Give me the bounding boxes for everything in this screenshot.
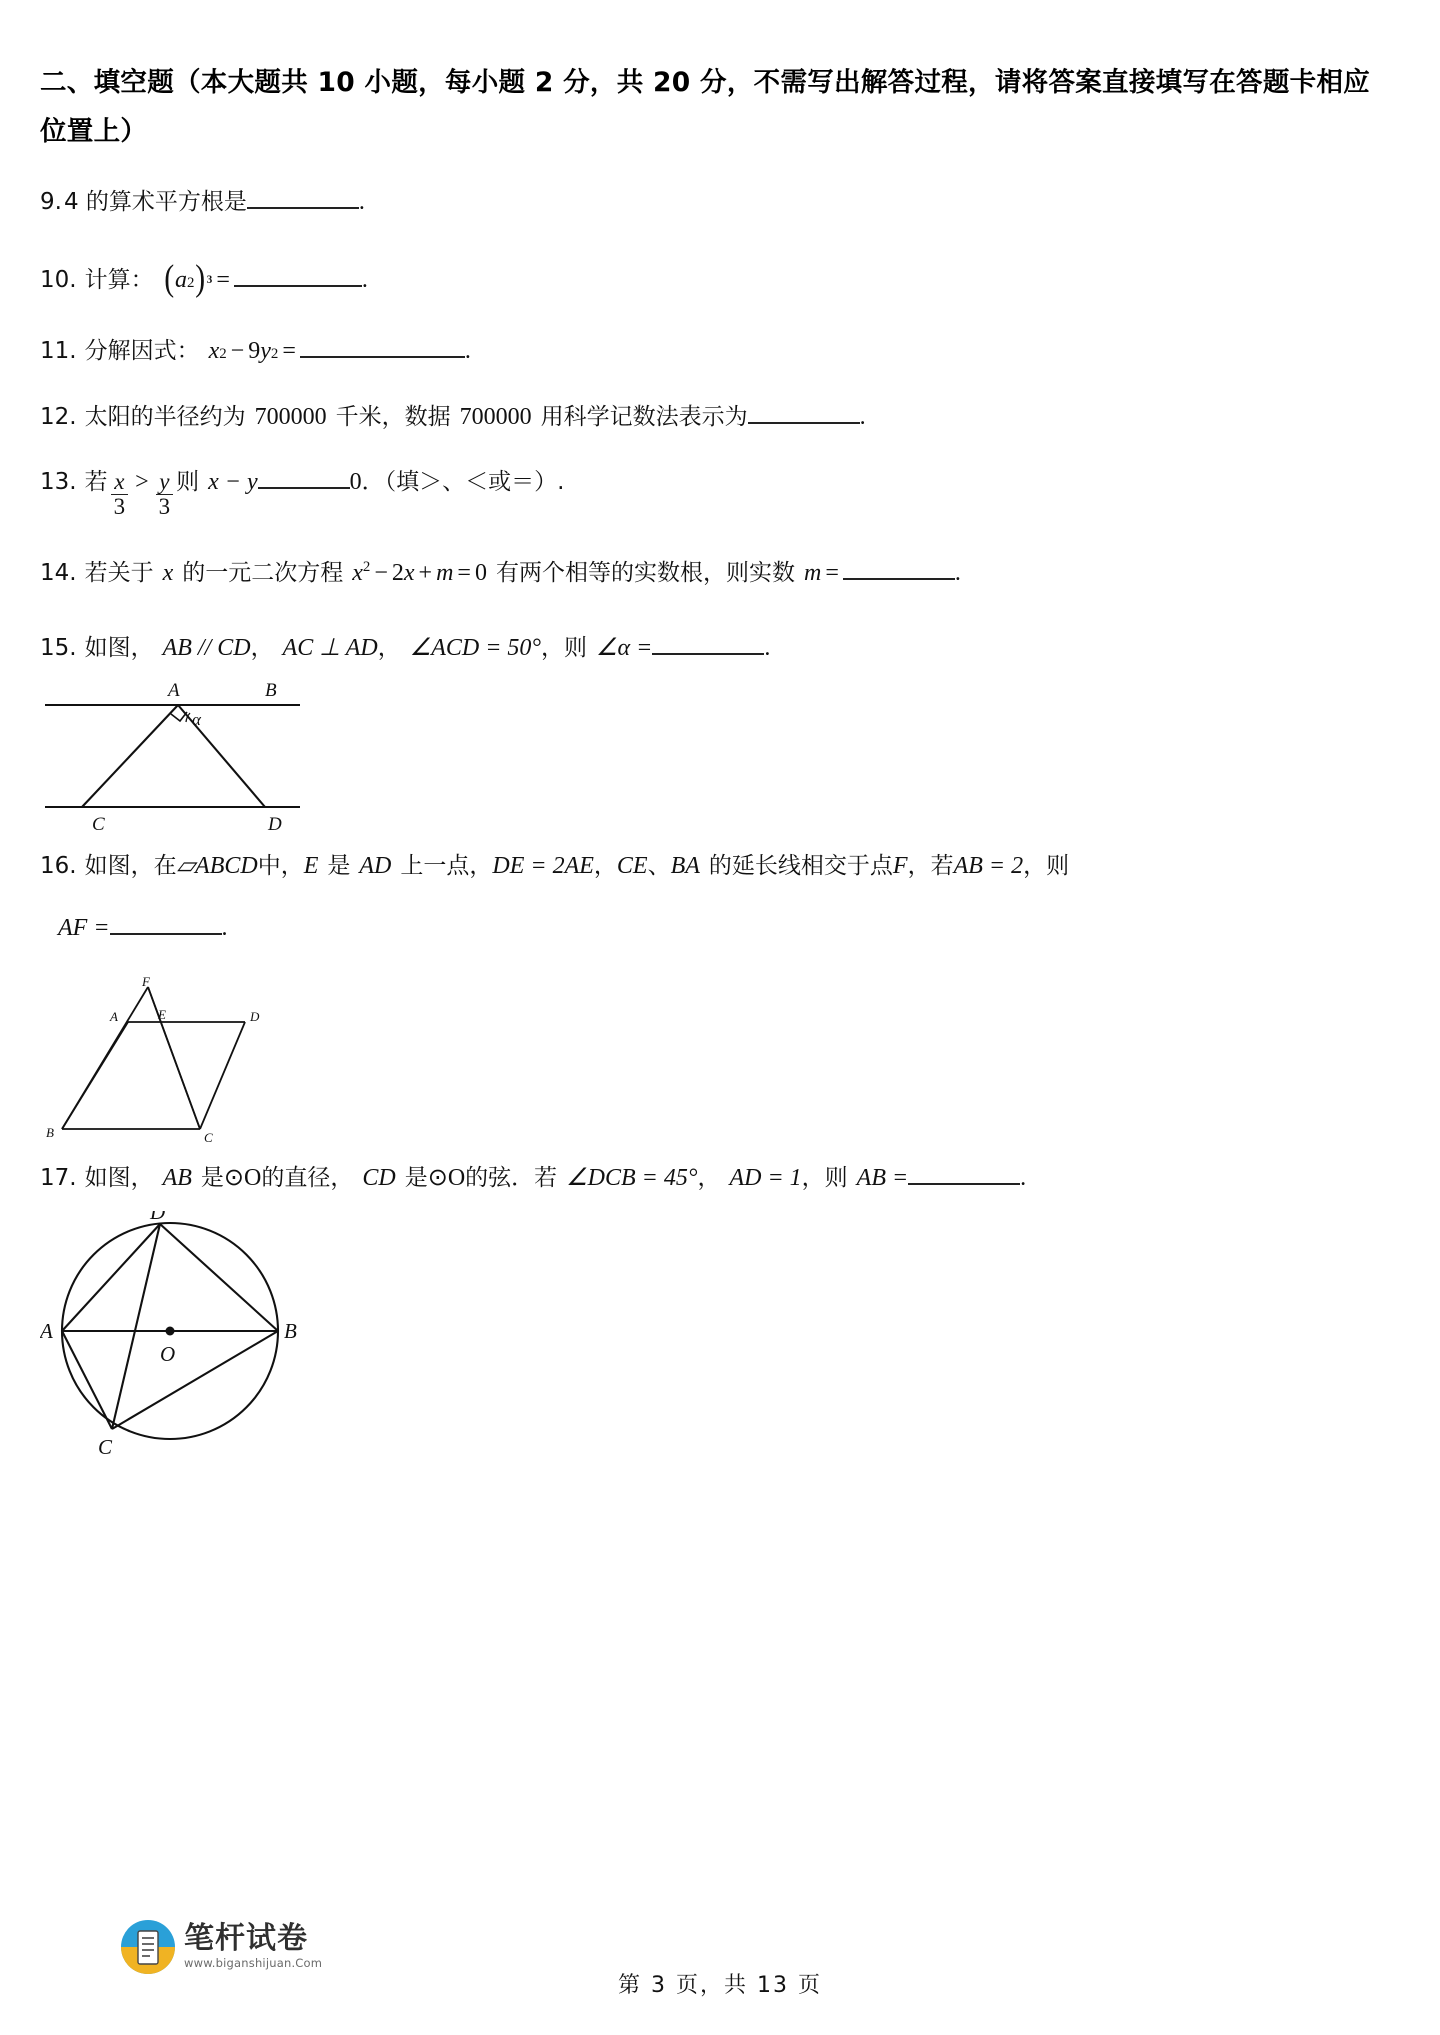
question-11-lead: 分解因式： [84, 338, 200, 365]
question-12-number: 12. [40, 403, 77, 430]
label-alpha: α [192, 710, 201, 730]
fraction-2-denominator: 3 [156, 494, 174, 519]
question-11-y: y [260, 338, 271, 365]
watermark-brand: 笔杆试卷 [184, 1921, 308, 1957]
question-16-mid-3: 上一点， [400, 853, 493, 880]
close-paren: ) [195, 258, 206, 300]
question-13-tail: ．（填＞、＜或＝）. [361, 469, 565, 495]
question-10-outer-exponent: 3 [206, 274, 213, 287]
watermark-url: www.biganshijuan.Com [184, 1956, 323, 1971]
question-16-shape: ▱ABCD [176, 853, 258, 880]
question-17-mid-1: 是 [200, 1164, 224, 1191]
question-14 [40, 552, 1390, 591]
question-17 [40, 1158, 1390, 1466]
question-16-segment-CE: CE [616, 853, 648, 880]
question-17-figure [40, 1211, 1390, 1466]
question-13 [40, 462, 1390, 519]
open-paren: ( [163, 258, 174, 300]
question-17-circle-1: ⊙O [223, 1164, 262, 1191]
question-11 [40, 331, 1390, 370]
fraction-1-numerator: x [114, 468, 125, 494]
question-9-tail: . [358, 189, 365, 216]
question-10-lead: 计算： [84, 267, 154, 294]
question-15-answer-blank[interactable] [652, 628, 764, 655]
question-11-tail: . [464, 338, 471, 365]
question-17-lead: 如图， [84, 1164, 154, 1191]
question-12-unit: 千米，数据 [335, 403, 451, 430]
label-D: D [150, 1211, 166, 1225]
question-13-fraction-2 [153, 470, 177, 518]
label-B: B [265, 680, 277, 702]
question-15-condition-1: AB // CD [162, 635, 251, 662]
comma-3: ， [541, 635, 565, 662]
question-9 [40, 182, 1390, 221]
question-12-answer-blank[interactable] [748, 396, 860, 423]
question-14-unknown: m [803, 559, 822, 586]
question-15-then: 则 [564, 635, 588, 662]
question-12-mid: 用科学记数法表示为 [540, 403, 748, 430]
question-15-condition-2: AC ⊥ AD [282, 635, 378, 662]
comma-17-1: ， [697, 1164, 721, 1191]
question-14-answer-blank[interactable] [843, 552, 955, 579]
question-12-tail: . [859, 403, 866, 430]
comma-2: ， [377, 635, 401, 662]
question-17-segment-AB: AB [162, 1164, 192, 1191]
question-12 [40, 396, 1390, 435]
label-A: A [168, 680, 180, 702]
page-content [40, 58, 1390, 1492]
question-15-target: ∠α = [596, 635, 653, 662]
question-13-answer-blank[interactable] [258, 462, 350, 489]
question-10-tail: . [361, 267, 368, 294]
question-14-variable: x [162, 559, 174, 586]
label-D: D [250, 1008, 260, 1024]
question-9-lead: 4 的算术平方根是 [63, 189, 247, 216]
question-9-number: 9. [40, 189, 62, 216]
question-12-lead: 太阳的半径约为 [84, 403, 246, 430]
question-17-answer-blank[interactable] [908, 1158, 1020, 1185]
question-9-answer-blank[interactable] [247, 182, 359, 209]
question-16-comma: 、 [647, 853, 671, 880]
question-16-point-E: E [303, 853, 319, 880]
question-13-lead: 若 [84, 469, 108, 495]
question-16-target: AF = [58, 914, 110, 941]
label-C: C [92, 814, 105, 836]
parallelogram-extension-diagram [40, 977, 340, 1147]
question-15 [40, 628, 1390, 842]
question-16-figure [40, 977, 1390, 1152]
question-13-expression: x − y [208, 469, 258, 495]
watermark-logo [120, 1919, 322, 1975]
book-logo-icon [120, 1919, 176, 1975]
question-11-minus: − [230, 338, 245, 365]
question-17-tail: . [1020, 1164, 1027, 1191]
question-10 [40, 247, 1390, 305]
question-11-equals: = [282, 338, 296, 365]
question-11-x-exponent: 2 [219, 346, 227, 363]
question-13-fraction-1 [108, 470, 132, 518]
label-C: C [204, 1129, 213, 1145]
question-17-target: AB = [856, 1164, 909, 1191]
question-14-equals: = [825, 559, 839, 586]
question-11-number: 11. [40, 338, 77, 365]
question-14-tail: . [954, 559, 961, 586]
fraction-2-numerator: y [159, 468, 170, 494]
question-16-mid-2: 是 [327, 853, 351, 880]
question-16-mid-4: ， [593, 853, 617, 880]
question-17-number: 17. [40, 1164, 77, 1191]
question-13-then: 则 [176, 469, 200, 495]
question-14-mid-2: 有两个相等的实数根，则实数 [495, 559, 795, 586]
question-11-nine: 9 [248, 338, 261, 365]
question-16-condition-2: AB = 2 [953, 853, 1024, 880]
label-A: A [40, 1319, 53, 1344]
question-10-base: a [174, 267, 187, 294]
question-17-then: ，则 [801, 1164, 848, 1191]
question-17-mid-2: 的直径， [261, 1164, 354, 1191]
question-10-answer-blank[interactable] [234, 260, 362, 287]
page-footer: 第 3 页，共 13 页 [618, 1973, 822, 1998]
circle-inscribed-diagram [40, 1211, 340, 1461]
question-11-x: x [208, 338, 220, 365]
question-10-inner-exponent: 2 [186, 275, 195, 292]
label-A: A [110, 1008, 118, 1024]
section-heading: 二、填空题（本大题共 10 小题，每小题 2 分，共 20 分，不需写出解答过程，请将答案直接填写在答题卡相应位置上） [40, 67, 1371, 148]
label-D: D [268, 814, 282, 836]
fraction-1-denominator: 3 [111, 494, 129, 519]
question-17-mid-3: 是 [404, 1164, 428, 1191]
question-14-equation: $x^2 - 2x + m = 0$ [352, 558, 487, 586]
question-15-lead: 如图， [84, 635, 154, 662]
question-17-segment-CD: CD [362, 1164, 396, 1191]
label-C: C [98, 1435, 113, 1460]
question-17-condition-2: AD = 1 [729, 1164, 802, 1191]
question-15-figure [40, 677, 1390, 842]
question-13-zero: 0 [349, 469, 362, 495]
question-16-lead: 如图，在 [84, 853, 177, 880]
question-11-y-exponent: 2 [270, 346, 279, 363]
question-16-mid-1: 中， [257, 853, 304, 880]
question-16-then: ，则 [1023, 853, 1070, 880]
label-F: F [142, 976, 150, 989]
question-16-number: 16. [40, 853, 77, 880]
question-10-number: 10. [40, 267, 77, 294]
label-E: E [158, 1006, 166, 1022]
question-16-condition-1: DE = 2AE [492, 853, 594, 880]
label-O: O [160, 1342, 176, 1367]
question-16-answer-blank[interactable] [110, 907, 222, 934]
question-17-mid-4: 的弦．若 [465, 1164, 558, 1191]
question-16-mid-6: ，若 [907, 853, 954, 880]
question-15-condition-3: ∠ACD = 50° [409, 635, 542, 662]
question-15-tail: . [764, 635, 771, 662]
question-14-number: 14. [40, 559, 77, 586]
question-16-point-F: F [892, 853, 908, 880]
question-16-tail: . [221, 914, 228, 941]
question-13-relation: > [135, 469, 149, 495]
question-13-number: 13. [40, 469, 77, 495]
comma-1: ， [250, 635, 274, 662]
question-14-lead: 若关于 [84, 559, 154, 586]
question-17-condition-1: ∠DCB = 45° [566, 1164, 698, 1191]
question-16-mid-5: 的延长线相交于点 [708, 853, 893, 880]
label-B: B [284, 1319, 297, 1344]
label-B: B [46, 1124, 54, 1140]
question-12-value-1: 700000 [254, 403, 327, 430]
parallel-lines-triangle-diagram [40, 677, 370, 837]
question-16-segment-AD: AD [359, 853, 392, 880]
question-11-answer-blank[interactable] [300, 331, 465, 358]
question-12-value-2: 700000 [459, 403, 532, 430]
question-16-segment-BA: BA [670, 853, 700, 880]
question-15-number: 15. [40, 635, 77, 662]
watermark-text [184, 1921, 323, 1971]
question-16 [40, 848, 1390, 1152]
question-14-mid-1: 的一元二次方程 [182, 559, 344, 586]
question-17-circle-2: ⊙O [427, 1164, 466, 1191]
question-10-equals: = [216, 267, 230, 294]
